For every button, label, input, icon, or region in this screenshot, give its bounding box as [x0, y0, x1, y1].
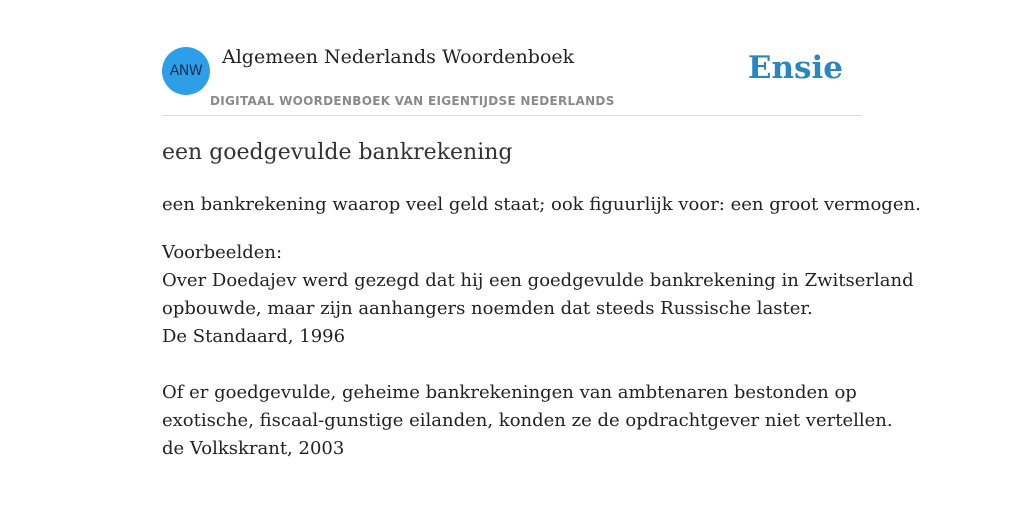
examples-section: [162, 239, 914, 463]
example-1-line-1: Over Doedajev werd gezegd dat hij een goedgevulde bankrekening in Zwitserland: [162, 270, 914, 291]
example-2-line-2: exotische, fiscaal-gunstige eilanden, konden ze de opdrachtgever niet vertellen.: [162, 410, 893, 431]
examples-label: Voorbeelden:: [162, 242, 283, 263]
site-subtitle: DIGITAAL WOORDENBOEK VAN EIGENTIJDSE NEDERLANDS: [210, 94, 615, 108]
ensie-brand-logo[interactable]: Ensie: [747, 50, 843, 86]
page: [162, 0, 921, 512]
example-2-line-1: Of er goedgevulde, geheime bankrekeningen van ambtenaren bestonden op: [162, 382, 857, 403]
entry-definition: een bankrekening waarop veel geld staat; ook figuurlijk voor: een groot vermogen.: [162, 194, 921, 215]
site-title[interactable]: Algemeen Nederlands Woordenboek: [222, 46, 575, 68]
site-header: [162, 0, 862, 116]
example-1-source: De Standaard, 1996: [162, 326, 346, 347]
anw-logo[interactable]: [162, 47, 210, 95]
anw-logo-text: ANW: [169, 63, 203, 79]
example-spacer: [162, 351, 862, 379]
example-2-source: de Volkskrant, 2003: [162, 438, 345, 459]
example-1-line-2: opbouwde, maar zijn aanhangers noemden dat steeds Russische laster.: [162, 298, 813, 319]
entry-title: een goedgevulde bankrekening: [162, 140, 513, 165]
